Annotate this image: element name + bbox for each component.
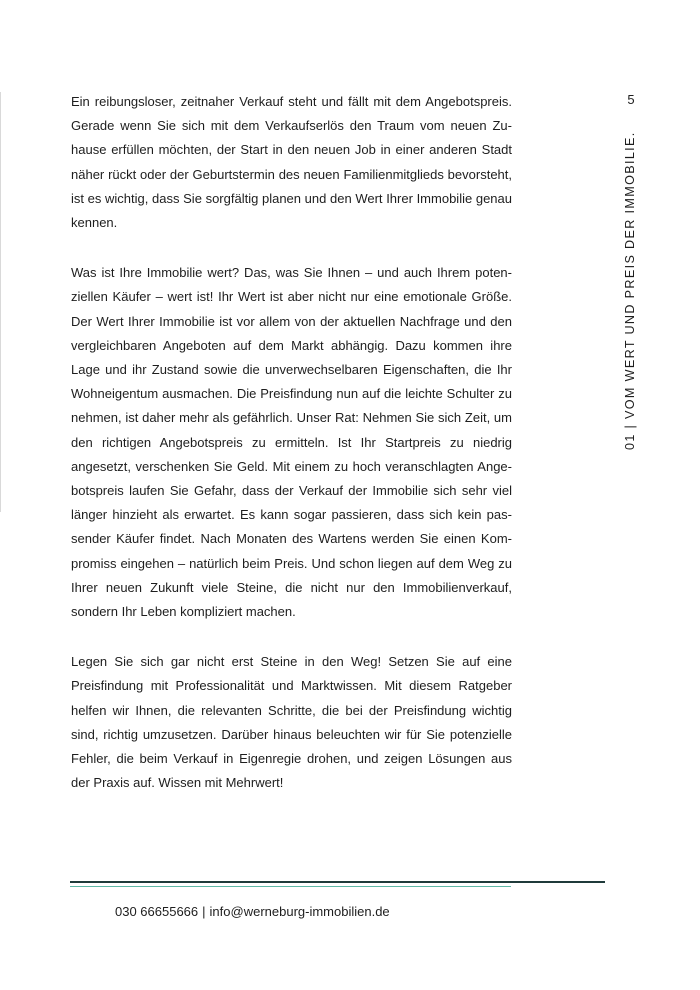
footer-separator: | — [202, 904, 206, 919]
chapter-title: 01 | VOM WERT UND PREIS DER IMMOBILIE. — [623, 131, 637, 450]
paragraph-value: Was ist Ihre Immobilie wert? Das, was Sie Ihnen – und auch Ihrem potenziellen Käufer – wert ist! Ihr Wert ist aber nicht nur eine emotionale Größe. Der Wert Ihrer Immobilie ist vor allem von der aktuellen Nachfrage und den vergleichbaren Angeboten auf dem Markt abhängig. Dazu kommen ihre Lage und ihr Zustand sowie die unverwechselbaren Eigenschaften, die Ihr Wohneigentum ausmachen. Die Preisfindung nun auf die leichte Schulter zu nehmen, ist daher mehr als gefährlich. Unser Rat: Nehmen Sie sich Zeit, um den richtigen Angebotspreis zu ermitteln. Ist Ihr Startpreis zu niedrig angesetzt, verschenken Sie Geld. Mit einem zu hoch veranschlagten Angebotspreis laufen Sie Gefahr, dass der Verkauf der Immobilie sich sehr viel länger hinzieht als erwartet. Es kann sogar passieren, dass sich kein passender Käufer findet. Nach Monaten des Wartens werden Sie einen Kompromiss eingehen – natürlich beim Preis. Und schon liegen auf dem Weg zu Ihrer neuen Zukunft viele Steine, die nicht nur den Immobilienverkauf, sondern Ihr Leben kompliziert machen. — [71, 265, 512, 620]
chapter-title-container — [615, 132, 645, 450]
page-edge-mark — [0, 92, 1, 512]
body-text — [71, 90, 512, 821]
footer-phone: 030 66655666 — [115, 904, 199, 919]
footer-rule-accent — [70, 886, 511, 887]
footer-contact — [115, 904, 390, 919]
paragraph-conclusion: Legen Sie sich gar nicht erst Steine in den Weg! Setzen Sie auf eine Preisfindung mit Professionalität und Marktwissen. Mit diesem Ratgeber helfen wir Ihnen, die relevanten Schritte, die bei der Preisfindung wichtig sind, richtig umzusetzen. Darüber hinaus beleuchten wir für Sie potenzielle Fehler, die beim Verkauf in Eigenregie drohen, und zeigen Lösungen aus der Praxis auf. Wissen mit Mehrwert! — [71, 654, 512, 791]
paragraph-intro: Ein reibungsloser, zeitnaher Verkauf steht und fällt mit dem Angebotspreis. Gerade wenn Sie sich mit dem Verkaufserlös den Traum vom neuen Zuhause erfüllen möchten, der Start in den neuen Job in einer anderen Stadt näher rückt oder der Geburtstermin des neuen Familienmitglieds bevorsteht, ist es wichtig, dass Sie sorgfältig planen und den Wert Ihrer Immobilie genau kennen. — [71, 94, 512, 231]
footer-rule-dark — [70, 881, 605, 883]
page-number: 5 — [627, 92, 635, 107]
footer-email[interactable]: info@werneburg-immobilien.de — [209, 904, 390, 919]
